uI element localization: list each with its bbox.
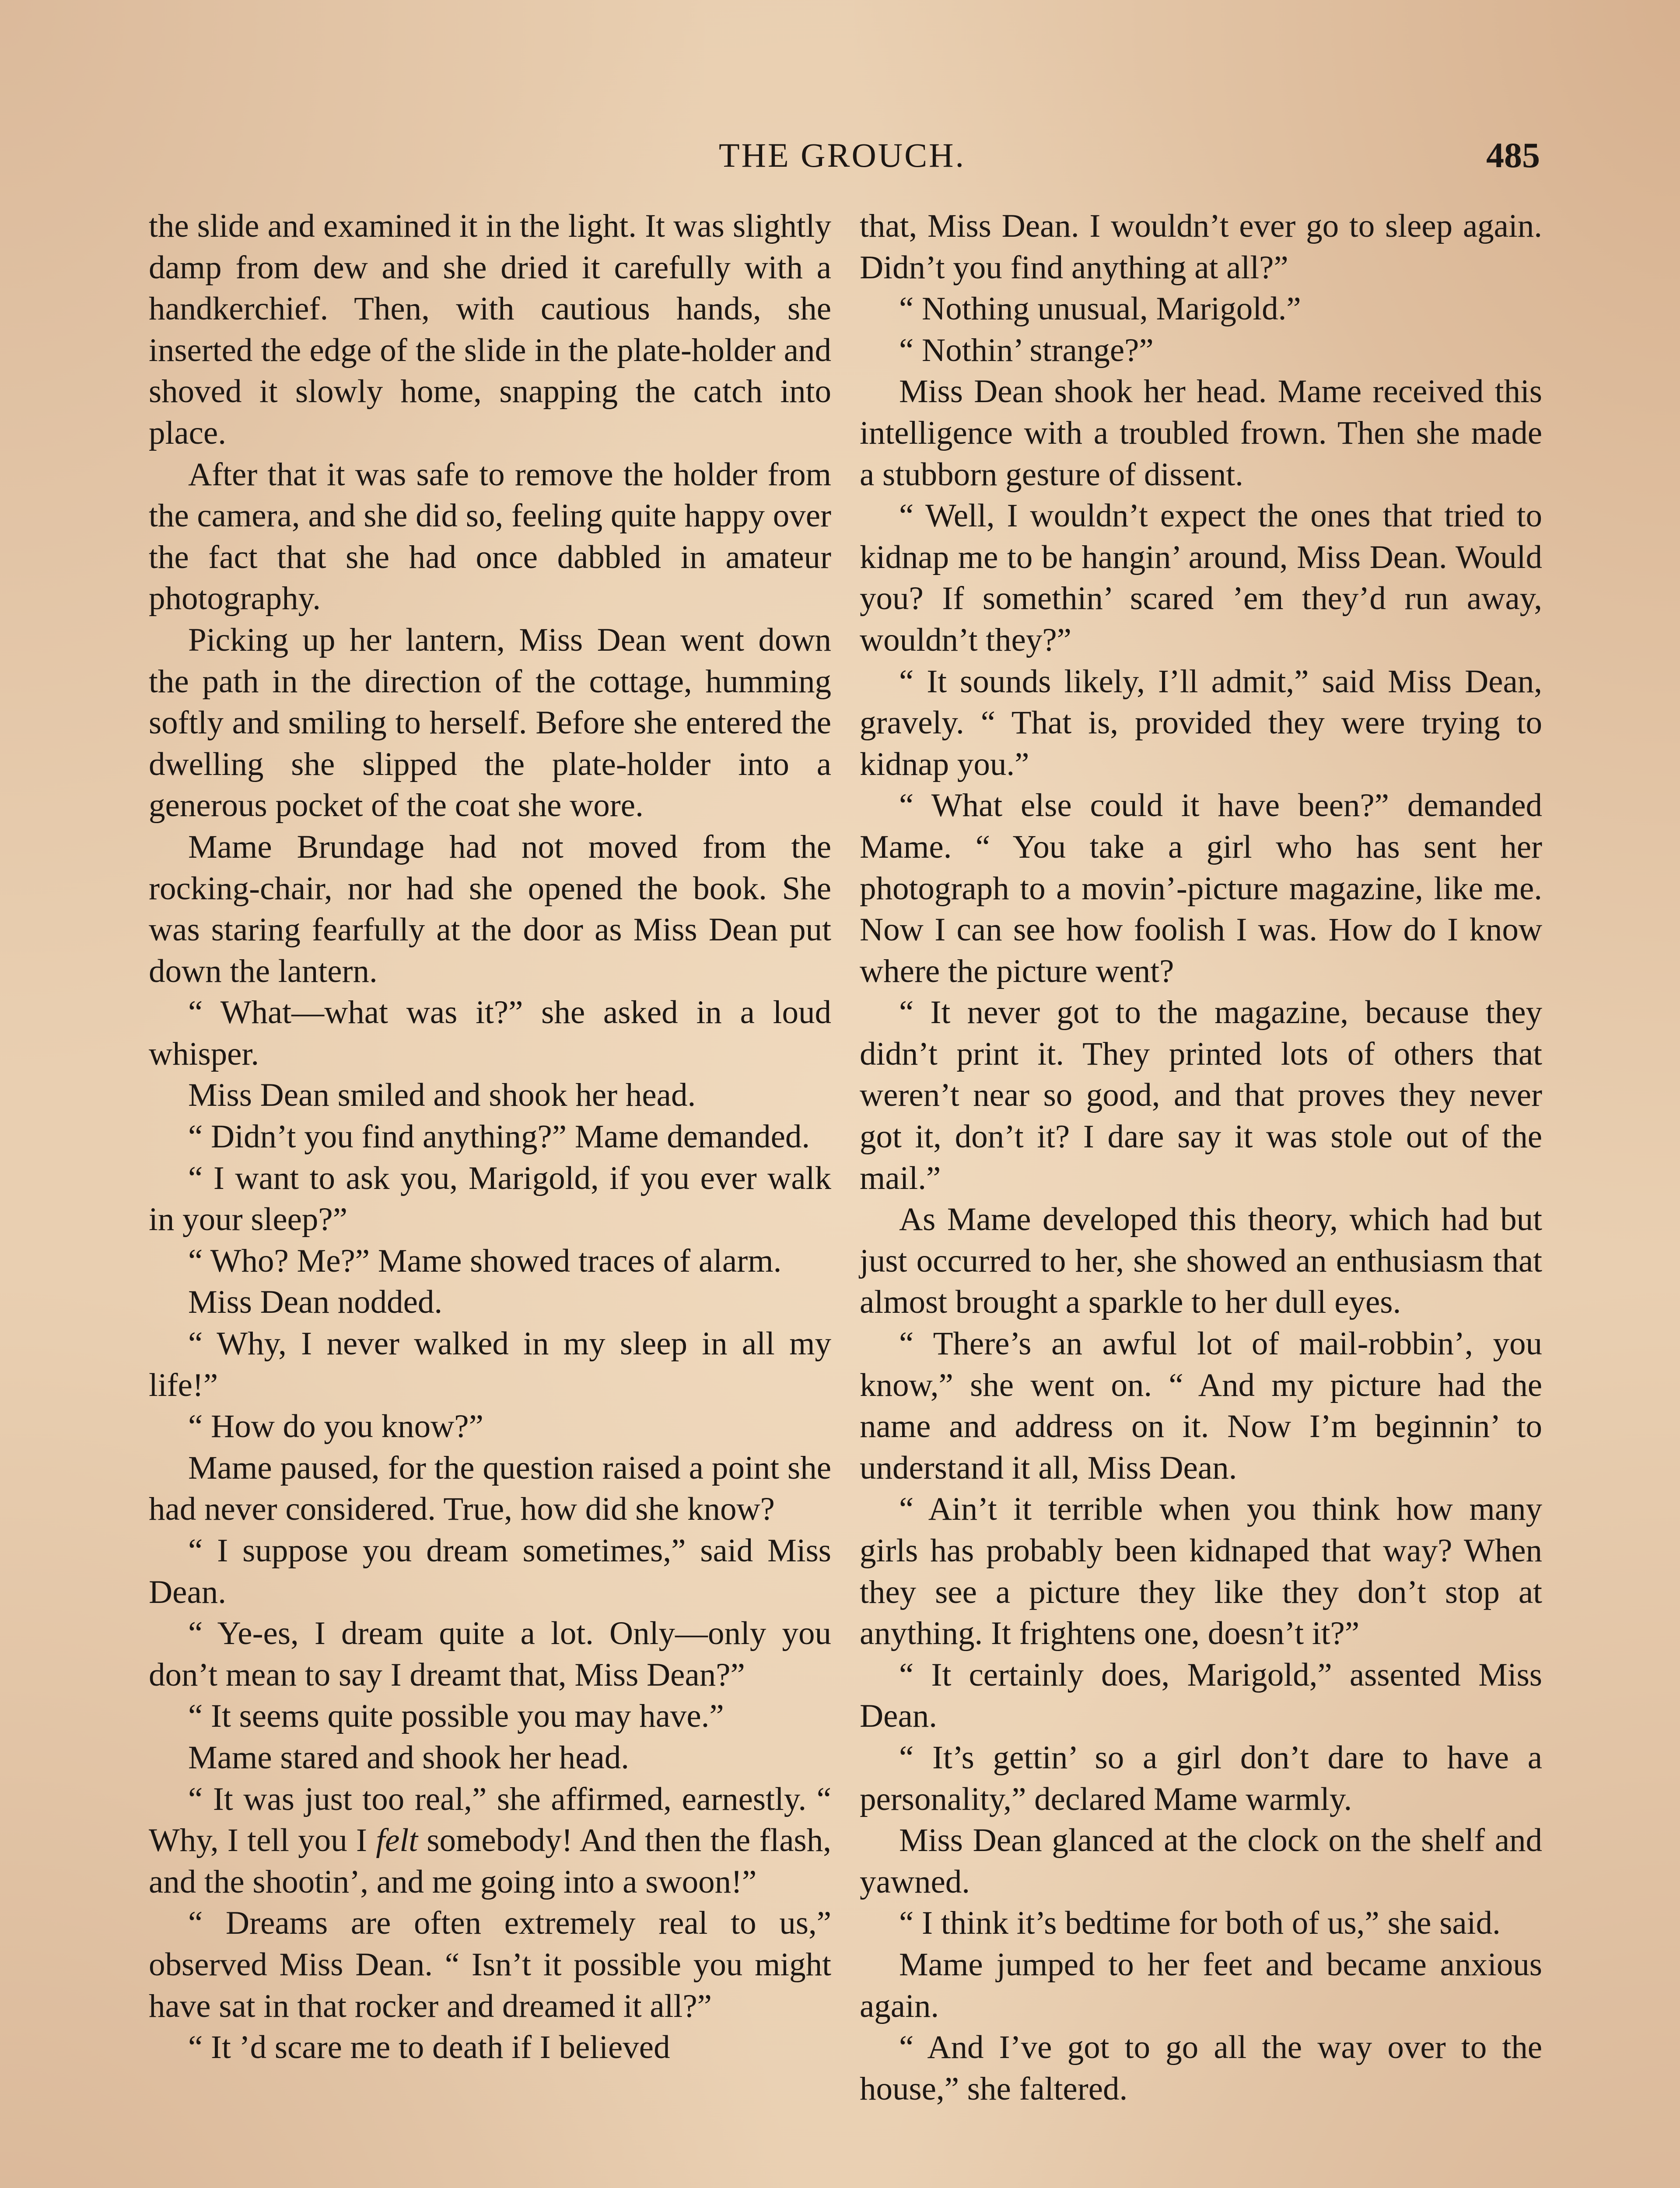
paragraph: “ It’s gettin’ so a girl don’t dare to have a personality,” declared Mame warmly.: [860, 1739, 1542, 1817]
paragraph-text: somebody! And then the flash, and the shootin’, and me going into a swoon!”: [149, 1822, 831, 1900]
paragraph: “ It certainly does, Marigold,” assented Miss Dean.: [860, 1656, 1542, 1735]
paragraph: “ Nothing unusual, Marigold.”: [899, 291, 1301, 327]
paragraph: “ I suppose you dream sometimes,” said Miss Dean.: [149, 1532, 831, 1610]
paragraph: After that it was safe to remove the holder from the camera, and she did so, feeling quite happy over the fact that she had once dabbled in amateur photography.: [149, 456, 831, 617]
paragraph-text: “ It was just too real,” she affirmed, earnestly. “ Why, I tell you I: [149, 1781, 831, 1859]
paragraph: “ Dreams are often extremely real to us,” observed Miss Dean. “ Isn’t it possible you might have sat in that rocker and dreamed it all?”: [149, 1905, 831, 2024]
paragraph: “ It never got to the magazine, because they didn’t print it. They printed lots of others that weren’t near so good, and that proves they never got it, don’t it? I dare say it was stole out of the mail.”: [860, 994, 1542, 1196]
paragraph: “ There’s an awful lot of mail-robbin’, you know,” she went on. “ And my picture had the name and address on it. Now I’m beginnin’ to understand it all, Miss Dean.: [860, 1325, 1542, 1486]
left-column: [149, 206, 831, 2069]
paragraph: “ I want to ask you, Marigold, if you ever walk in your sleep?”: [149, 1160, 831, 1238]
paragraph: “ Ye-es, I dream quite a lot. Only—only you don’t mean to say I dreamt that, Miss Dean?”: [149, 1615, 831, 1693]
paragraph: Mame stared and shook her head.: [188, 1739, 629, 1776]
paragraph: “ How do you know?”: [188, 1408, 483, 1445]
paragraph: Miss Dean nodded.: [188, 1284, 443, 1321]
paragraph: “ Nothin’ strange?”: [899, 332, 1154, 368]
paragraph: Mame paused, for the question raised a point she had never considered. True, how did she know?: [149, 1449, 831, 1528]
paragraph: “ What—what was it?” she asked in a loud whisper.: [149, 994, 831, 1072]
paragraph: “ Why, I never walked in my sleep in all my life!”: [149, 1325, 831, 1403]
emphasis-text: felt: [376, 1822, 418, 1859]
paragraph: Miss Dean glanced at the clock on the shelf and yawned.: [860, 1822, 1542, 1900]
paragraph: Picking up her lantern, Miss Dean went down the path in the direction of the cottage, humming softly and smiling to herself. Before she entered the dwelling she slipped the plate-holder into a generous pocket of the coat she wore.: [149, 621, 831, 824]
right-column: [860, 206, 1542, 2110]
paragraph: “ Well, I wouldn’t expect the ones that tried to kidnap me to be hangin’ around, Miss Dean. Would you? If somethin’ scared ’em they’d run away, wouldn’t they?”: [860, 498, 1542, 658]
paragraph: As Mame developed this theory, which had but just occurred to her, she showed an enthusiasm that almost brought a sparkle to her dull eyes.: [860, 1201, 1542, 1321]
paragraph: “ It ’d scare me to death if I believed: [188, 2029, 670, 2066]
paragraph: Mame jumped to her feet and became anxious again.: [860, 1946, 1542, 2024]
paragraph: “ Didn’t you find anything?” Mame demanded.: [188, 1119, 810, 1155]
paragraph: “ What else could it have been?” demanded Mame. “ You take a girl who has sent her photograph to a movin’-picture magazine, like me. Now I can see how foolish I was. How do I know where the picture went?: [860, 787, 1542, 989]
paragraph: [149, 1779, 831, 1903]
paragraph: “ It sounds likely, I’ll admit,” said Miss Dean, gravely. “ That is, provided they were trying to kidnap you.”: [860, 663, 1542, 782]
running-head: THE GROUCH.: [719, 136, 966, 174]
paragraph: “ It seems quite possible you may have.”: [188, 1698, 724, 1735]
paragraph: “ Who? Me?” Mame showed traces of alarm.: [188, 1242, 782, 1279]
page-header: [144, 131, 1540, 179]
paragraph: the slide and examined it in the light. It was slightly damp from dew and she dried it carefully with a handkerchief. Then, with cautious hands, she inserted the edge of the slide in the plate-holder and shoved it slowly home, snapping the catch into place.: [149, 208, 831, 451]
paragraph: “ Ain’t it terrible when you think how many girls has probably been kidnaped that way? When they see a picture they like they don’t stop at anything. It frightens one, doesn’t it?”: [860, 1491, 1542, 1652]
paragraph: Miss Dean smiled and shook her head.: [188, 1077, 696, 1114]
page-number: 485: [1486, 135, 1540, 175]
paragraph: “ And I’ve got to go all the way over to the house,” she faltered.: [860, 2029, 1542, 2107]
paragraph: that, Miss Dean. I wouldn’t ever go to sleep again. Didn’t you find anything at all?”: [860, 208, 1542, 286]
paragraph: Mame Brundage had not moved from the rocking-chair, nor had she opened the book. She was staring fearfully at the door as Miss Dean put down the lantern.: [149, 828, 831, 989]
paragraph: Miss Dean shook her head. Mame received this intelligence with a troubled frown. Then she made a stubborn gesture of dissent.: [860, 373, 1542, 493]
paragraph: “ I think it’s bedtime for both of us,” she said.: [899, 1905, 1501, 1942]
